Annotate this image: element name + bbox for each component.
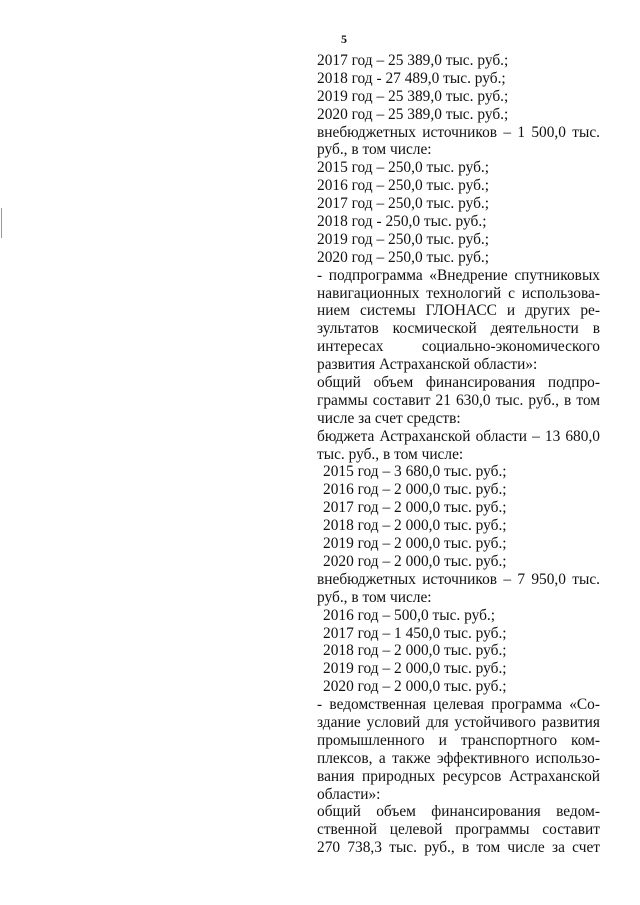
text-line: внебюджетных источников – 1 500,0 тыс. bbox=[317, 123, 600, 141]
text-line: ственной целевой программы составит bbox=[317, 821, 600, 839]
text-line: 2017 год – 25 389,0 тыс. руб.; bbox=[317, 52, 509, 69]
text-line: общий объем финансирования ведом- bbox=[317, 803, 600, 821]
text-line: 2018 год - 250,0 тыс. руб.; bbox=[317, 213, 487, 231]
text-line: области»: bbox=[317, 785, 381, 803]
text-line: руб., в том числе: bbox=[317, 141, 432, 159]
text-line: - подпрограмма «Внедрение спутниковых bbox=[317, 266, 600, 284]
text-line: 2018 год – 2 000,0 тыс. руб.; bbox=[323, 517, 507, 535]
text-line: 2019 год – 2 000,0 тыс. руб.; bbox=[323, 535, 507, 553]
text-line: вания природных ресурсов Астраханской bbox=[317, 767, 600, 785]
text-line: 2017 год – 2 000,0 тыс. руб.; bbox=[323, 499, 507, 517]
text-line: 2016 год – 2 000,0 тыс. руб.; bbox=[323, 481, 507, 499]
text-line: здание условий для устойчивого развития bbox=[317, 713, 600, 731]
text-line: навигационных технологий с использова- bbox=[317, 284, 600, 302]
text-line: нием системы ГЛОНАСС и других ре- bbox=[317, 302, 600, 320]
text-line: 2018 год - 27 489,0 тыс. руб.; bbox=[317, 69, 506, 87]
text-line: 2019 год – 250,0 тыс. руб.; bbox=[317, 230, 490, 248]
text-line: развития Астраханской области»: bbox=[317, 356, 538, 374]
text-line: 2020 год – 2 000,0 тыс. руб.; bbox=[323, 678, 507, 696]
page-number: 5 bbox=[341, 32, 347, 46]
text-line: руб., в том числе: bbox=[317, 588, 432, 606]
text-line: общий объем финансирования подпро- bbox=[317, 374, 600, 392]
text-line: зультатов космической деятельности в bbox=[317, 320, 600, 338]
text-line: 2016 год – 500,0 тыс. руб.; bbox=[323, 606, 496, 624]
text-line: промышленного и транспортного ком- bbox=[317, 731, 600, 749]
text-line: бюджета Астраханской области – 13 680,0 bbox=[317, 427, 600, 445]
text-line: 2020 год – 25 389,0 тыс. руб.; bbox=[317, 105, 509, 123]
text-line: внебюджетных источников – 7 950,0 тыс. bbox=[317, 570, 600, 588]
text-line: 2015 год – 250,0 тыс. руб.; bbox=[317, 159, 490, 177]
text-line: 2020 год – 250,0 тыс. руб.; bbox=[317, 248, 490, 266]
text-line: 2017 год – 1 450,0 тыс. руб.; bbox=[323, 624, 507, 642]
text-line: 2019 год – 2 000,0 тыс. руб.; bbox=[323, 660, 507, 678]
text-line: - ведомственная целевая программа «Со- bbox=[317, 696, 600, 714]
text-line: 2015 год – 3 680,0 тыс. руб.; bbox=[323, 463, 507, 481]
text-line: тыс. руб., в том числе: bbox=[317, 445, 464, 463]
text-line: граммы составит 21 630,0 тыс. руб., в том bbox=[317, 391, 600, 409]
text-line: 2017 год – 250,0 тыс. руб.; bbox=[317, 195, 490, 213]
text-line: 2020 год – 2 000,0 тыс. руб.; bbox=[323, 552, 507, 570]
text-line: 270 738,3 тыс. руб., в том числе за счет bbox=[317, 839, 600, 857]
text-line: 2018 год – 2 000,0 тыс. руб.; bbox=[323, 642, 507, 660]
document-text-block bbox=[317, 52, 600, 857]
text-line: плексов, а также эффективного использо- bbox=[317, 749, 600, 767]
text-line: числе за счет средств: bbox=[317, 409, 461, 427]
text-line: интересах социально-экономического bbox=[317, 338, 600, 356]
text-line: 2019 год – 25 389,0 тыс. руб.; bbox=[317, 87, 509, 105]
scan-edge-mark bbox=[1, 208, 2, 238]
text-line: 2016 год – 250,0 тыс. руб.; bbox=[317, 177, 490, 195]
